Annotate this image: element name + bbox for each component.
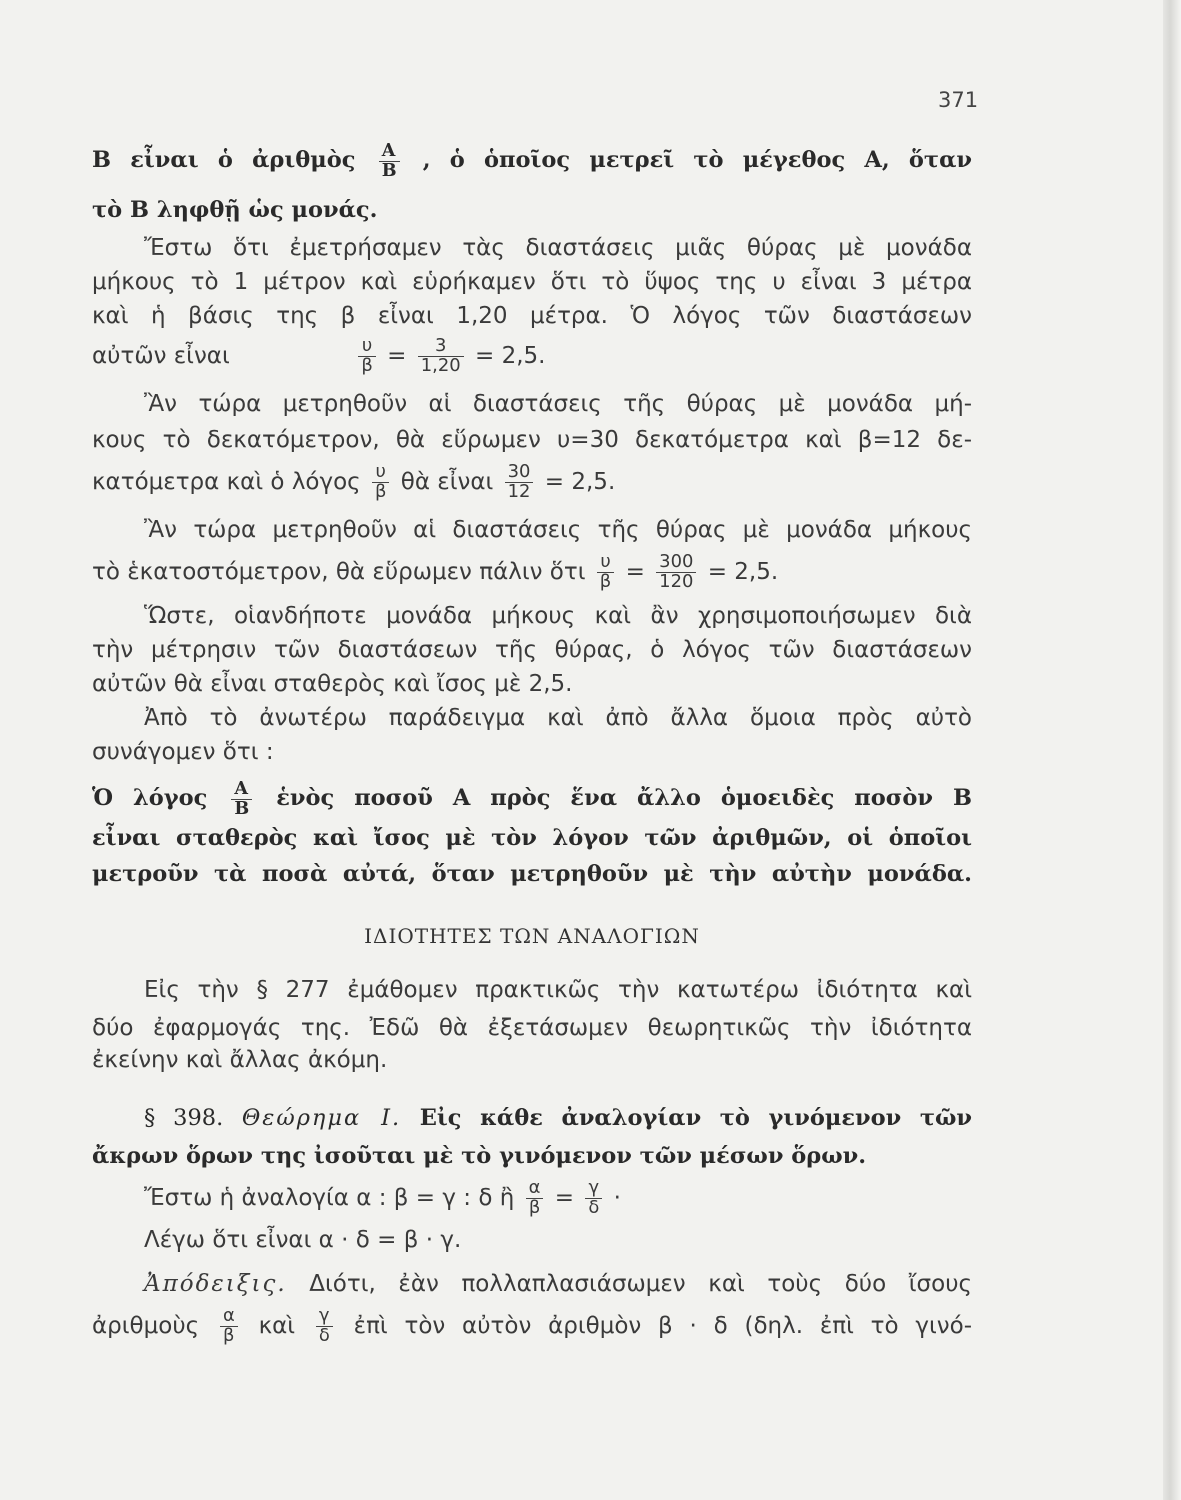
equals-sign: =	[625, 559, 645, 585]
p2-text-a: αὐτῶν εἶναι	[92, 343, 230, 369]
p1-text-a: Β εἶναι ὁ ἀριθμὸς	[92, 147, 356, 173]
p2-line4	[92, 336, 972, 376]
p4-result: = 2,5.	[707, 559, 779, 585]
p5-line2: τὴν μέτρησιν τῶν διαστάσεων τῆς θύρας, ὁ λόγος τῶν διαστάσεων	[92, 637, 972, 663]
p5-line3: αὐτῶν θὰ εἶναι σταθερὸς καὶ ἴσος μὲ 2,5.	[92, 671, 573, 697]
p1-line1	[92, 140, 972, 180]
p4-line2	[92, 552, 972, 592]
fraction-u-over-b: $\frac{\upsilon}{\beta}$	[358, 337, 375, 376]
p3-line1: Ἂν τώρα μετρηθοῦν αἱ διαστάσεις τῆς θύρας μὲ μονάδα μή-	[144, 391, 972, 417]
equals-sign: =	[387, 343, 407, 369]
p6-line1: Ἀπὸ τὸ ἀνωτέρω παράδειγμα καὶ ἀπὸ ἄλλα ὅμοια πρὸς αὐτὸ	[144, 705, 972, 731]
theorem-label: Θεώρημα I.	[241, 1105, 402, 1131]
p12-kai: καὶ	[258, 1313, 296, 1339]
p4-line1: Ἂν τώρα μετρηθοῦν αἱ διαστάσεις τῆς θύρας μὲ μονάδα μήκους	[144, 517, 972, 543]
section-number: § 398.	[144, 1105, 224, 1131]
p2-line2: μήκους τὸ 1 μέτρον καὶ εὑρήκαμεν ὅτι τὸ ὕψος της υ εἶναι 3 μέτρα	[92, 269, 972, 295]
fraction-a-over-b: $\frac{A}{B}$	[379, 142, 400, 180]
p12-text-a: ἀριθμοὺς	[92, 1313, 200, 1339]
fraction-3-over-1-20: $\frac{3}{1,20}$	[418, 337, 464, 376]
proof-text: Διότι, ἐὰν πολλαπλασιάσωμεν καὶ τοὺς δύο ἴσους	[309, 1271, 972, 1297]
page-number: 371	[938, 88, 979, 112]
fraction-300-over-120: $\frac{300}{120}$	[656, 553, 696, 592]
p7-line1	[92, 778, 972, 818]
fraction-a-over-b: $\frac{\alpha}{\beta}$	[220, 1307, 238, 1346]
p11-line1: Λέγω ὅτι εἶναι α · δ = β · γ.	[144, 1227, 462, 1253]
p9-line1	[92, 1098, 972, 1138]
p4-text-a: τὸ ἑκατοστόμετρον, θὰ εὕρωμεν πάλιν ὅτι	[92, 559, 586, 585]
section-heading: ΙΔΙΟΤΗΤΕΣ ΤΩΝ ΑΝΑΛΟΓΙΩΝ	[364, 924, 700, 948]
p3-text-b: θὰ εἶναι	[400, 469, 494, 495]
equals-sign: =	[554, 1185, 575, 1211]
p2-line1: Ἔστω ὅτι ἐμετρήσαμεν τὰς διαστάσεις μιᾶς θύρας μὲ μονάδα	[144, 235, 972, 261]
p10-line1	[92, 1178, 972, 1218]
p8-line1: Εἰς τὴν § 277 ἐμάθομεν πρακτικῶς τὴν κατωτέρω ἰδιότητα καὶ	[144, 977, 972, 1003]
p10-dot: ·	[613, 1185, 621, 1211]
p3-line3	[92, 462, 972, 502]
p2-line3: καὶ ἡ βάσις της β εἶναι 1,20 μέτρα. Ὁ λόγος τῶν διαστάσεων	[92, 303, 972, 329]
p3-line2: κους τὸ δεκατόμετρον, θὰ εὕρωμεν υ=30 δεκατόμετρα καὶ β=12 δε-	[92, 427, 972, 453]
page-edge	[1163, 0, 1181, 1500]
p7-line3: μετροῦν τὰ ποσὰ αὐτά, ὅταν μετρηθοῦν μὲ τὴν αὐτὴν μονάδα.	[92, 861, 972, 887]
p7-text-a: Ὁ λόγος	[92, 785, 208, 811]
p3-result: = 2,5.	[544, 469, 616, 495]
p1-text-b: , ὁ ὁποῖος μετρεῖ τὸ μέγεθος Α, ὅταν	[422, 147, 972, 173]
p12-line2	[92, 1306, 972, 1346]
fraction-g-over-d: $\frac{\gamma}{\delta}$	[316, 1307, 333, 1346]
p7-text-b: ἑνὸς ποσοῦ Α πρὸς ἕνα ἄλλο ὁμοειδὲς ποσὸν Β	[276, 785, 972, 811]
fraction-a-over-b: $\frac{\alpha}{\beta}$	[526, 1179, 544, 1218]
p8-line2: δύο ἐφαρμογάς της. Ἐδῶ θὰ ἐξετάσωμεν θεωρητικῶς τὴν ἰδιότητα	[92, 1015, 972, 1041]
fraction-30-over-12: $\frac{30}{12}$	[505, 463, 534, 502]
fraction-u-over-b: $\frac{\upsilon}{\beta}$	[597, 553, 614, 592]
theorem-text: Εἰς κάθε ἀναλογίαν τὸ γινόμενον τῶν	[419, 1105, 972, 1131]
p3-text-a: κατόμετρα καὶ ὁ λόγος	[92, 469, 361, 495]
p2-result: = 2,5.	[475, 343, 546, 369]
p9-line2: ἄκρων ὅρων της ἰσοῦται μὲ τὸ γινόμενον τῶν μέσων ὅρων.	[92, 1143, 867, 1169]
p10-text-a: Ἔστω ἡ ἀναλογία α : β = γ : δ ἢ	[144, 1185, 515, 1211]
p8-line3: ἐκείνην καὶ ἄλλας ἀκόμη.	[92, 1047, 388, 1073]
p7-line2: εἶναι σταθερὸς καὶ ἴσος μὲ τὸν λόγον τῶν ἀριθμῶν, οἱ ὁποῖοι	[92, 825, 972, 851]
p6-line2: συνάγομεν ὅτι :	[92, 739, 274, 765]
proof-label: Ἀπόδειξις.	[144, 1271, 287, 1297]
fraction-u-over-b: $\frac{\upsilon}{\beta}$	[372, 463, 389, 502]
p12-text-b: ἐπὶ τὸν αὐτὸν ἀριθμὸν β · δ (δηλ. ἐπὶ τὸ γινό-	[353, 1313, 973, 1339]
p1-line2: τὸ Β ληφθῇ ὡς μονάς.	[92, 197, 378, 223]
p12-line1	[92, 1264, 972, 1304]
p5-line1: Ὥστε, οἱανδήποτε μονάδα μήκους καὶ ἂν χρησιμοποιήσωμεν διὰ	[144, 603, 972, 629]
fraction-a-over-b: $\frac{A}{B}$	[231, 780, 252, 818]
fraction-g-over-d: $\frac{\gamma}{\delta}$	[585, 1179, 602, 1218]
